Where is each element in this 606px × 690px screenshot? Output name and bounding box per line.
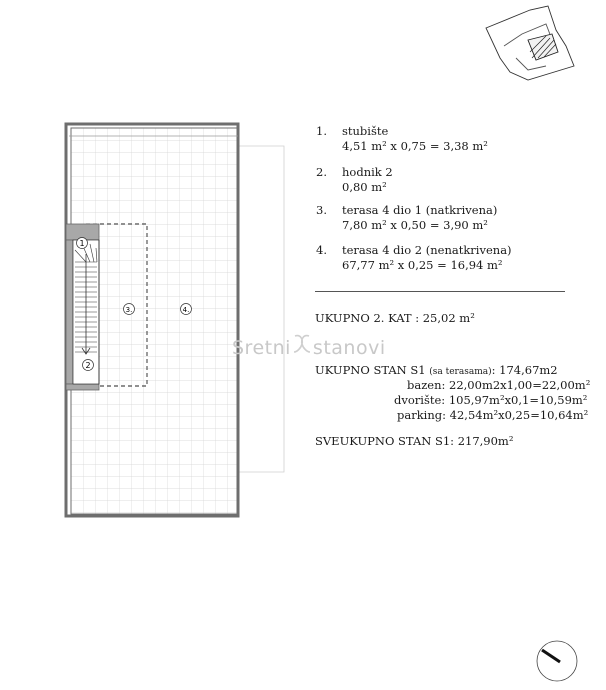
svg-text:2: 2 bbox=[85, 361, 91, 370]
plan-marker-3 bbox=[124, 304, 135, 315]
legend-detail: 7,80 m² x 0,50 = 3,90 m² bbox=[342, 218, 488, 232]
legend-num: 4. bbox=[316, 243, 327, 257]
watermark-right: stanovi bbox=[312, 337, 386, 359]
legend-item-2 bbox=[316, 165, 576, 201]
svg-text:3.: 3. bbox=[125, 306, 133, 314]
terrace-outline bbox=[238, 146, 284, 472]
legend-num: 2. bbox=[316, 165, 327, 179]
watermark-logo-icon bbox=[291, 332, 313, 359]
stan-value: : 174,67m2 bbox=[491, 363, 558, 377]
legend-item-3 bbox=[316, 203, 576, 239]
bazen-line: bazen: 22,00m2x1,00=22,00m² bbox=[407, 378, 591, 392]
site-key-plan bbox=[486, 6, 574, 80]
legend-item-1 bbox=[316, 124, 576, 160]
legend-detail: 0,80 m² bbox=[342, 180, 387, 194]
legend-num: 3. bbox=[316, 203, 327, 217]
north-arrow-icon bbox=[537, 641, 577, 681]
watermark bbox=[232, 332, 386, 359]
dvoriste-line: dvorište: 105,97m²x0,1=10,59m² bbox=[394, 393, 588, 407]
stan-total bbox=[315, 363, 558, 377]
legend-detail: 67,77 m² x 0,25 = 16,94 m² bbox=[342, 258, 503, 272]
legend-title: terasa 4 dio 1 (natkrivena) bbox=[342, 203, 498, 217]
legend-detail: 4,51 m² x 0,75 = 3,38 m² bbox=[342, 139, 488, 153]
divider bbox=[315, 291, 565, 292]
watermark-left: Sretni bbox=[232, 337, 291, 359]
plan-marker-4 bbox=[181, 304, 192, 315]
parking-line: parking: 42,54m²x0,25=10,64m² bbox=[397, 408, 589, 422]
stan-label: UKUPNO STAN S1 bbox=[315, 363, 426, 377]
legend-title: hodnik 2 bbox=[342, 165, 393, 179]
svg-text:1: 1 bbox=[79, 239, 85, 248]
floor-total: UKUPNO 2. KAT : 25,02 m² bbox=[315, 311, 475, 325]
grand-total: SVEUKUPNO STAN S1: 217,90m² bbox=[315, 434, 514, 448]
svg-text:4.: 4. bbox=[182, 306, 190, 314]
legend-title: terasa 4 dio 2 (nenatkrivena) bbox=[342, 243, 512, 257]
plan-marker-2 bbox=[83, 360, 94, 371]
plan-marker-1 bbox=[77, 238, 88, 249]
legend-item-4 bbox=[316, 243, 576, 279]
legend-num: 1. bbox=[316, 124, 327, 138]
legend-title: stubište bbox=[342, 124, 389, 138]
stan-note: (sa terasama) bbox=[429, 367, 492, 377]
